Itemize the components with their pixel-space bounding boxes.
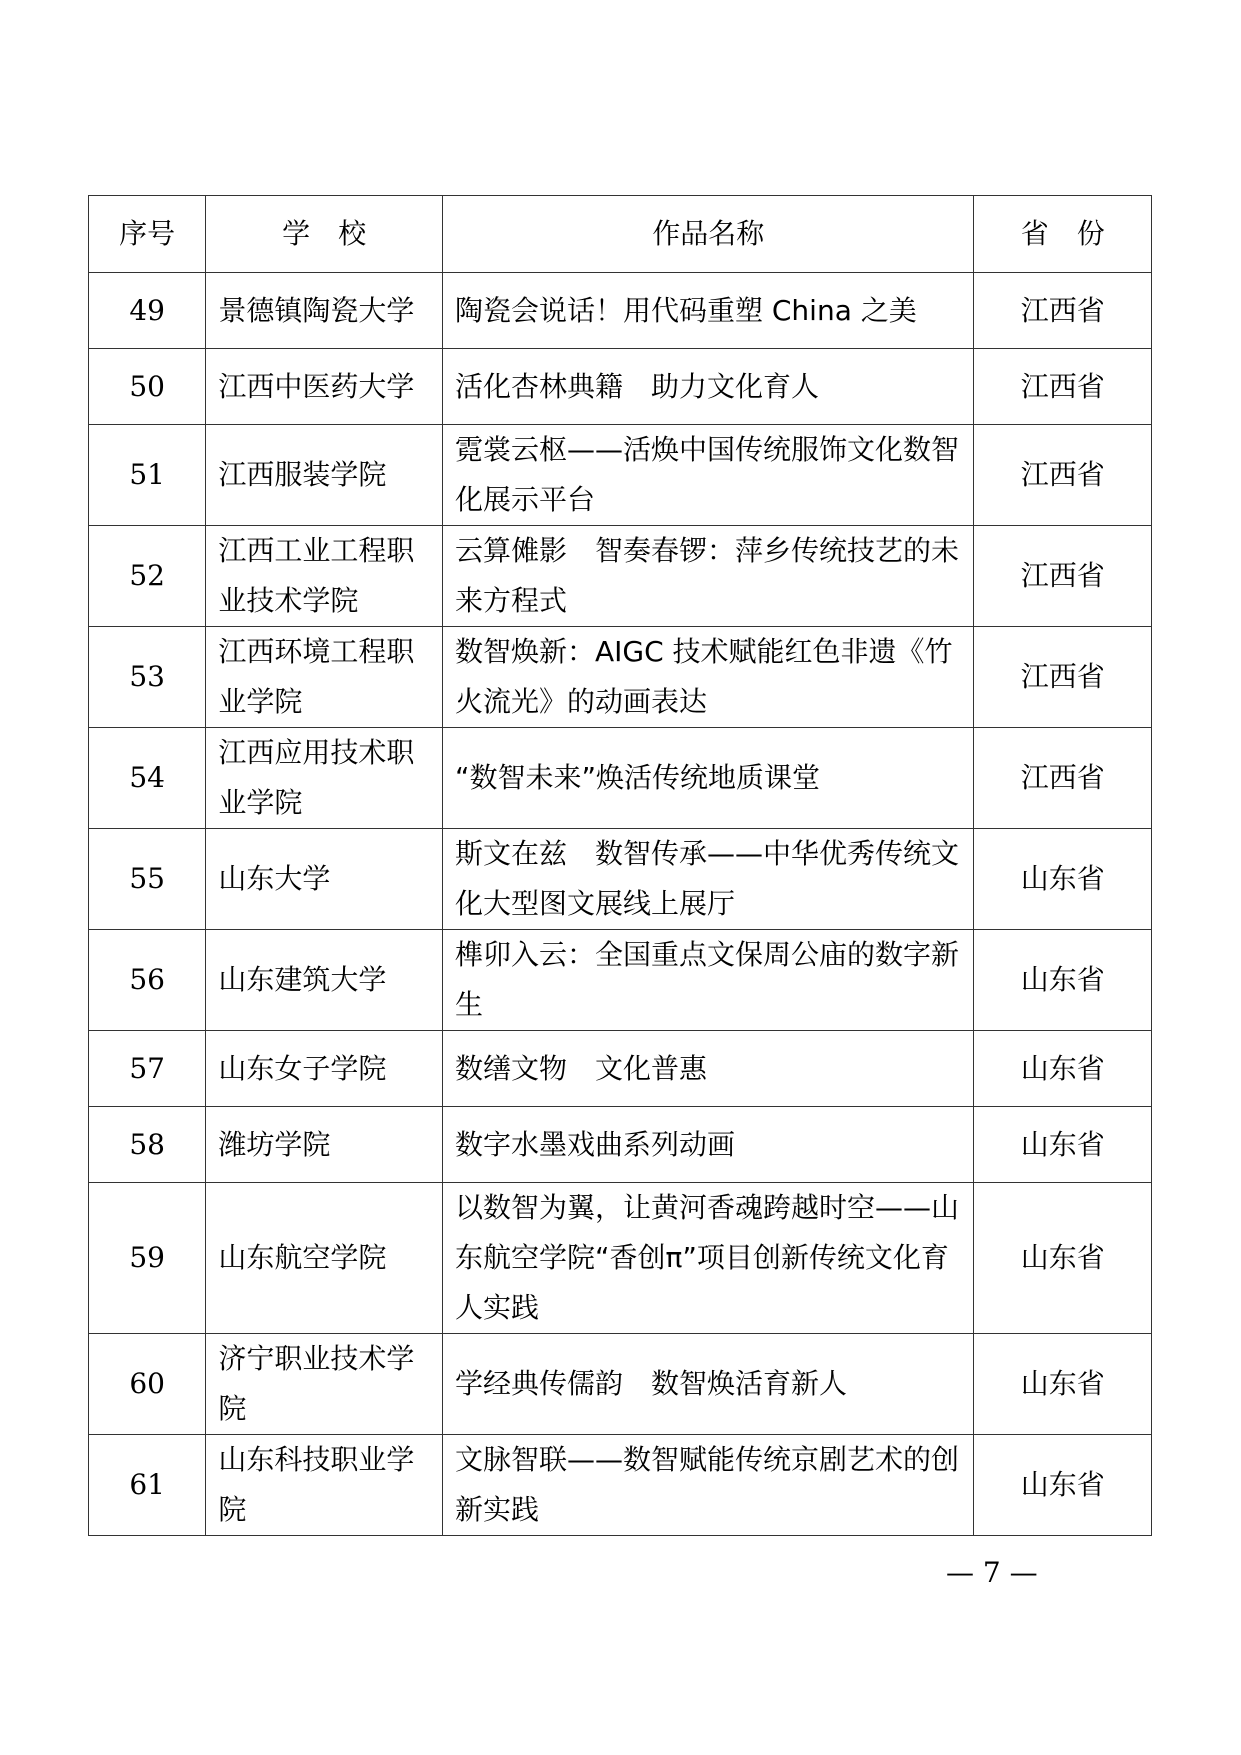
cell-province: 江西省 bbox=[974, 526, 1152, 627]
cell-no: 60 bbox=[89, 1334, 206, 1435]
cell-no: 61 bbox=[89, 1435, 206, 1536]
cell-province: 山东省 bbox=[974, 1334, 1152, 1435]
table-row bbox=[89, 1334, 1152, 1435]
table-row bbox=[89, 829, 1152, 930]
cell-province: 江西省 bbox=[974, 425, 1152, 526]
table-row bbox=[89, 930, 1152, 1031]
cell-work: 以数智为翼，让黄河香魂跨越时空——山东航空学院“香创π”项目创新传统文化育人实践 bbox=[442, 1183, 974, 1334]
cell-school: 江西环境工程职业学院 bbox=[206, 627, 443, 728]
cell-province: 山东省 bbox=[974, 1107, 1152, 1183]
cell-school: 江西中医药大学 bbox=[206, 349, 443, 425]
cell-province: 江西省 bbox=[974, 273, 1152, 349]
cell-no: 54 bbox=[89, 728, 206, 829]
cell-school: 山东建筑大学 bbox=[206, 930, 443, 1031]
cell-no: 57 bbox=[89, 1031, 206, 1107]
cell-no: 51 bbox=[89, 425, 206, 526]
cell-work: 霓裳云枢——活焕中国传统服饰文化数智化展示平台 bbox=[442, 425, 974, 526]
cell-no: 53 bbox=[89, 627, 206, 728]
table-header-row bbox=[89, 196, 1152, 273]
cell-no: 49 bbox=[89, 273, 206, 349]
cell-no: 58 bbox=[89, 1107, 206, 1183]
cell-province: 江西省 bbox=[974, 349, 1152, 425]
header-no: 序号 bbox=[89, 196, 206, 273]
cell-province: 山东省 bbox=[974, 829, 1152, 930]
cell-no: 52 bbox=[89, 526, 206, 627]
cell-work: 陶瓷会说话！用代码重塑 China 之美 bbox=[442, 273, 974, 349]
cell-work: 学经典传儒韵 数智焕活育新人 bbox=[442, 1334, 974, 1435]
page-number: — 7 — bbox=[946, 1556, 1038, 1589]
table-row bbox=[89, 349, 1152, 425]
works-table bbox=[88, 195, 1152, 1536]
cell-work: 数智焕新：AIGC 技术赋能红色非遗《竹火流光》的动画表达 bbox=[442, 627, 974, 728]
cell-province: 江西省 bbox=[974, 728, 1152, 829]
cell-no: 59 bbox=[89, 1183, 206, 1334]
cell-no: 55 bbox=[89, 829, 206, 930]
cell-school: 山东科技职业学院 bbox=[206, 1435, 443, 1536]
cell-school: 山东大学 bbox=[206, 829, 443, 930]
table-row bbox=[89, 526, 1152, 627]
table-row bbox=[89, 627, 1152, 728]
cell-school: 江西服装学院 bbox=[206, 425, 443, 526]
cell-work: 榫卯入云：全国重点文保周公庙的数字新生 bbox=[442, 930, 974, 1031]
cell-province: 山东省 bbox=[974, 1183, 1152, 1334]
cell-school: 潍坊学院 bbox=[206, 1107, 443, 1183]
cell-work: “数智未来”焕活传统地质课堂 bbox=[442, 728, 974, 829]
table-row bbox=[89, 1435, 1152, 1536]
header-work: 作品名称 bbox=[442, 196, 974, 273]
table-row bbox=[89, 1183, 1152, 1334]
table-body bbox=[89, 273, 1152, 1536]
header-province: 省 份 bbox=[974, 196, 1152, 273]
cell-school: 山东航空学院 bbox=[206, 1183, 443, 1334]
cell-work: 文脉智联——数智赋能传统京剧艺术的创新实践 bbox=[442, 1435, 974, 1536]
cell-work: 云算傩影 智奏春锣：萍乡传统技艺的未来方程式 bbox=[442, 526, 974, 627]
cell-province: 山东省 bbox=[974, 1435, 1152, 1536]
cell-no: 50 bbox=[89, 349, 206, 425]
cell-work: 斯文在兹 数智传承——中华优秀传统文化大型图文展线上展厅 bbox=[442, 829, 974, 930]
cell-school: 江西应用技术职业学院 bbox=[206, 728, 443, 829]
cell-work: 数缮文物 文化普惠 bbox=[442, 1031, 974, 1107]
cell-school: 景德镇陶瓷大学 bbox=[206, 273, 443, 349]
cell-work: 活化杏林典籍 助力文化育人 bbox=[442, 349, 974, 425]
cell-school: 济宁职业技术学院 bbox=[206, 1334, 443, 1435]
table-row bbox=[89, 425, 1152, 526]
table-row bbox=[89, 1107, 1152, 1183]
header-school: 学 校 bbox=[206, 196, 443, 273]
cell-province: 山东省 bbox=[974, 930, 1152, 1031]
table-row bbox=[89, 273, 1152, 349]
cell-province: 江西省 bbox=[974, 627, 1152, 728]
cell-work: 数字水墨戏曲系列动画 bbox=[442, 1107, 974, 1183]
cell-school: 山东女子学院 bbox=[206, 1031, 443, 1107]
cell-province: 山东省 bbox=[974, 1031, 1152, 1107]
cell-school: 江西工业工程职业技术学院 bbox=[206, 526, 443, 627]
table-row bbox=[89, 728, 1152, 829]
cell-no: 56 bbox=[89, 930, 206, 1031]
table-row bbox=[89, 1031, 1152, 1107]
